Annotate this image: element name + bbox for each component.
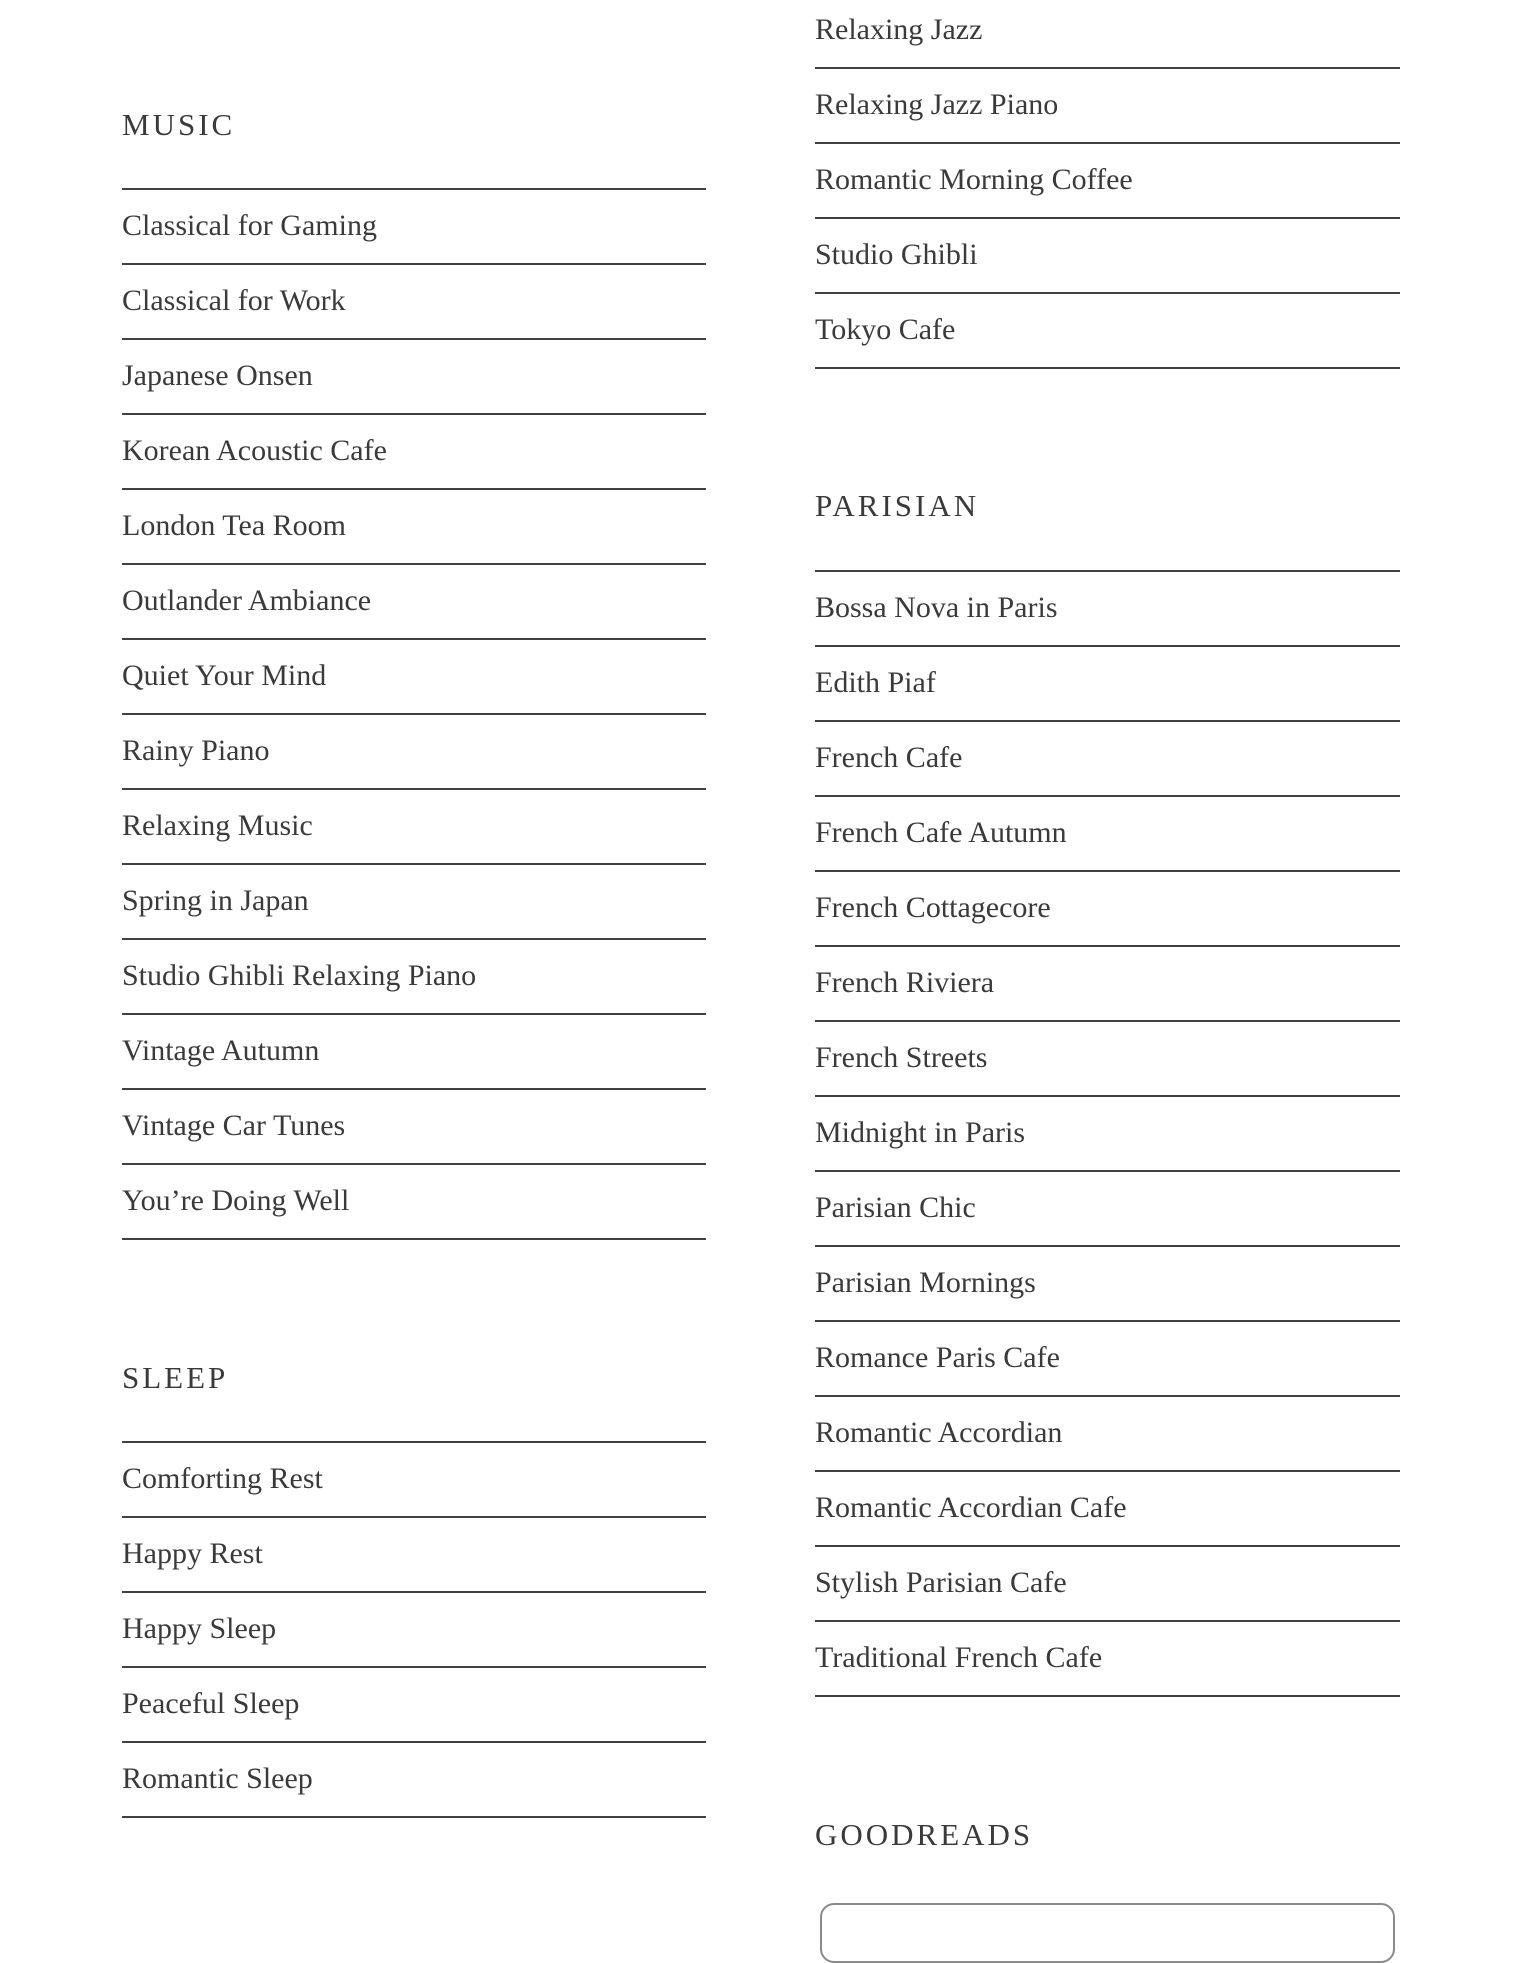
menu-link-french-cottagecore[interactable]: French Cottagecore	[815, 891, 1051, 924]
menu-link-studio-ghibli[interactable]: Studio Ghibli	[815, 238, 978, 271]
menu-item	[122, 1668, 706, 1743]
menu-item	[815, 797, 1400, 872]
menu-link-quiet-your-mind[interactable]: Quiet Your Mind	[122, 659, 327, 692]
menu-item	[122, 1743, 706, 1818]
menu-link-romantic-accordian-cafe[interactable]: Romantic Accordian Cafe	[815, 1491, 1127, 1524]
menu-link-relaxing-jazz-piano[interactable]: Relaxing Jazz Piano	[815, 88, 1059, 121]
menu-link-french-cafe-autumn[interactable]: French Cafe Autumn	[815, 816, 1067, 849]
menu-item	[122, 1090, 706, 1165]
parisian-menu	[815, 570, 1400, 1697]
menu-link-london-tea-room[interactable]: London Tea Room	[122, 509, 346, 542]
menu-link-tokyo-cafe[interactable]: Tokyo Cafe	[815, 313, 956, 346]
menu-link-youre-doing-well[interactable]: You’re Doing Well	[122, 1184, 350, 1217]
menu-link-relaxing-jazz[interactable]: Relaxing Jazz	[815, 13, 983, 46]
menu-link-french-riviera[interactable]: French Riviera	[815, 966, 995, 999]
continued-music-menu	[815, 0, 1400, 369]
music-menu	[122, 188, 706, 1240]
menu-item	[815, 1472, 1400, 1547]
menu-item	[815, 1397, 1400, 1472]
sleep-menu	[122, 1441, 706, 1818]
menu-link-french-cafe[interactable]: French Cafe	[815, 741, 963, 774]
menu-item	[815, 947, 1400, 1022]
menu-item	[122, 1518, 706, 1593]
menu-item	[122, 190, 706, 265]
menu-link-outlander-ambiance[interactable]: Outlander Ambiance	[122, 584, 372, 617]
menu-item	[122, 265, 706, 340]
menu-item	[122, 1443, 706, 1518]
menu-item	[815, 722, 1400, 797]
menu-item	[815, 69, 1400, 144]
menu-item	[122, 940, 706, 1015]
menu-link-happy-rest[interactable]: Happy Rest	[122, 1537, 263, 1570]
menu-link-vintage-autumn[interactable]: Vintage Autumn	[122, 1034, 320, 1067]
menu-link-parisian-chic[interactable]: Parisian Chic	[815, 1191, 976, 1224]
menu-item	[815, 0, 1400, 69]
menu-item	[122, 1165, 706, 1240]
menu-item	[815, 1547, 1400, 1622]
menu-link-edith-piaf[interactable]: Edith Piaf	[815, 666, 936, 699]
menu-item	[122, 490, 706, 565]
menu-item	[122, 1593, 706, 1668]
menu-item	[815, 1172, 1400, 1247]
menu-item	[815, 1097, 1400, 1172]
menu-link-rainy-piano[interactable]: Rainy Piano	[122, 734, 270, 767]
menu-item	[815, 1022, 1400, 1097]
goodreads-widget-title: GOODREADS	[815, 1817, 1034, 1852]
music-widget-title: MUSIC	[122, 107, 236, 142]
menu-link-romantic-accordian[interactable]: Romantic Accordian	[815, 1416, 1063, 1449]
menu-item	[815, 1247, 1400, 1322]
menu-link-traditional-french-cafe[interactable]: Traditional French Cafe	[815, 1641, 1103, 1674]
menu-link-romantic-sleep[interactable]: Romantic Sleep	[122, 1762, 313, 1795]
menu-link-comforting-rest[interactable]: Comforting Rest	[122, 1462, 323, 1495]
menu-item	[122, 790, 706, 865]
menu-link-spring-in-japan[interactable]: Spring in Japan	[122, 884, 309, 917]
menu-item	[122, 1015, 706, 1090]
menu-link-korean-acoustic-cafe[interactable]: Korean Acoustic Cafe	[122, 434, 387, 467]
menu-link-midnight-in-paris[interactable]: Midnight in Paris	[815, 1116, 1026, 1149]
menu-link-classical-for-gaming[interactable]: Classical for Gaming	[122, 209, 377, 242]
menu-item	[815, 1322, 1400, 1397]
menu-link-romantic-morning-coffee[interactable]: Romantic Morning Coffee	[815, 163, 1133, 196]
menu-item	[815, 572, 1400, 647]
parisian-widget-title: PARISIAN	[815, 488, 980, 523]
menu-item	[815, 1622, 1400, 1697]
menu-item	[815, 144, 1400, 219]
menu-item	[815, 219, 1400, 294]
menu-link-japanese-onsen[interactable]: Japanese Onsen	[122, 359, 313, 392]
menu-link-parisian-mornings[interactable]: Parisian Mornings	[815, 1266, 1036, 1299]
menu-link-vintage-car-tunes[interactable]: Vintage Car Tunes	[122, 1109, 346, 1142]
menu-item	[122, 640, 706, 715]
menu-link-stylish-parisian-cafe[interactable]: Stylish Parisian Cafe	[815, 1566, 1067, 1599]
menu-link-relaxing-music[interactable]: Relaxing Music	[122, 809, 313, 842]
menu-item	[122, 865, 706, 940]
menu-link-studio-ghibli-relaxing-piano[interactable]: Studio Ghibli Relaxing Piano	[122, 959, 477, 992]
menu-link-peaceful-sleep[interactable]: Peaceful Sleep	[122, 1687, 300, 1720]
menu-link-romance-paris-cafe[interactable]: Romance Paris Cafe	[815, 1341, 1060, 1374]
menu-item	[122, 565, 706, 640]
goodreads-embed-box	[820, 1903, 1395, 1963]
menu-link-classical-for-work[interactable]: Classical for Work	[122, 284, 346, 317]
menu-item	[122, 340, 706, 415]
menu-link-bossa-nova-in-paris[interactable]: Bossa Nova in Paris	[815, 591, 1058, 624]
menu-link-french-streets[interactable]: French Streets	[815, 1041, 988, 1074]
menu-item	[815, 647, 1400, 722]
menu-link-happy-sleep[interactable]: Happy Sleep	[122, 1612, 277, 1645]
menu-item	[122, 415, 706, 490]
menu-item	[815, 294, 1400, 369]
menu-item	[815, 872, 1400, 947]
menu-item	[122, 715, 706, 790]
sleep-widget-title: SLEEP	[122, 1360, 229, 1395]
